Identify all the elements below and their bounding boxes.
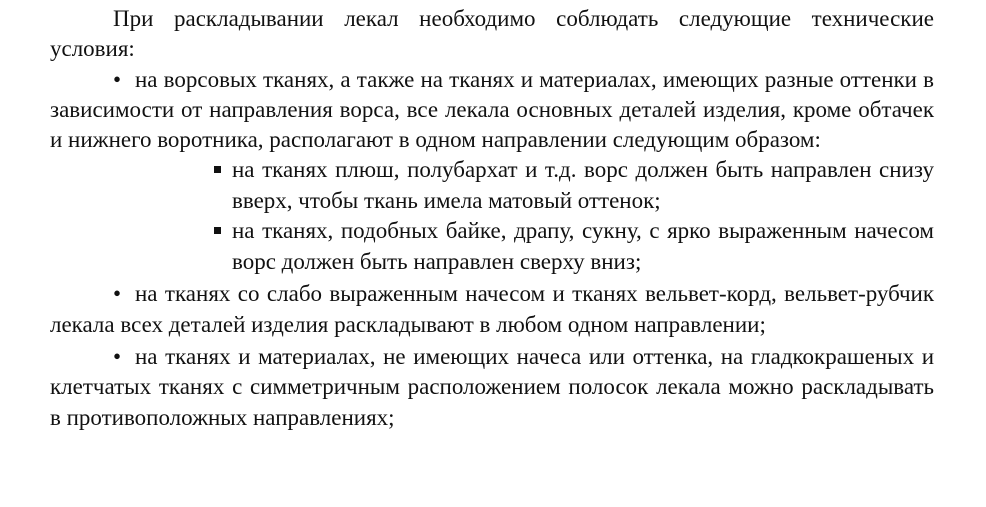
list-item-text: на ворсовых тканях, а также на тканях и материалах, имеющих разные оттенки в зависимости от направления ворса, все лекала основных деталей изделия, кроме обтачек и нижнего воротника, располагают в одном направлении следующим образом: (50, 66, 934, 153)
intro-text: При раскладывании лекал необходимо соблюдать следующие технические условия: (50, 6, 934, 62)
list-item (50, 65, 934, 156)
list-item-text: на тканях и материалах, не имеющих начеса или оттенка, на гладкокрашеных и клетчатых тканях с симметричным расположением полосок лекала можно раскладывать в противоположных направлениях; (50, 344, 934, 430)
bullet-icon: • (113, 344, 122, 370)
sub-list-item (214, 155, 934, 216)
bullet-icon: • (113, 66, 122, 92)
sub-list-item-text: на тканях, подобных байке, драпу, сукну, с ярко выраженным начесом ворс должен быть направлен сверху вниз; (232, 218, 934, 274)
document-page (50, 4, 934, 433)
intro-paragraph (50, 4, 934, 65)
square-bullet-icon (214, 155, 232, 186)
list-item-text: на тканях со слабо выраженным начесом и тканях вельвет-корд, вельвет-рубчик лекала всех деталей изделия раскладывают в любом одном направлении; (50, 281, 934, 337)
list-item (50, 279, 934, 340)
sub-list-item-text: на тканях плюш, полубархат и т.д. ворс должен быть направлен снизу вверх, чтобы ткань имела матовый оттенок; (232, 157, 934, 213)
list-item (50, 342, 934, 433)
sub-list-item (214, 216, 934, 277)
square-bullet-icon (214, 216, 232, 247)
bullet-icon: • (113, 281, 122, 307)
